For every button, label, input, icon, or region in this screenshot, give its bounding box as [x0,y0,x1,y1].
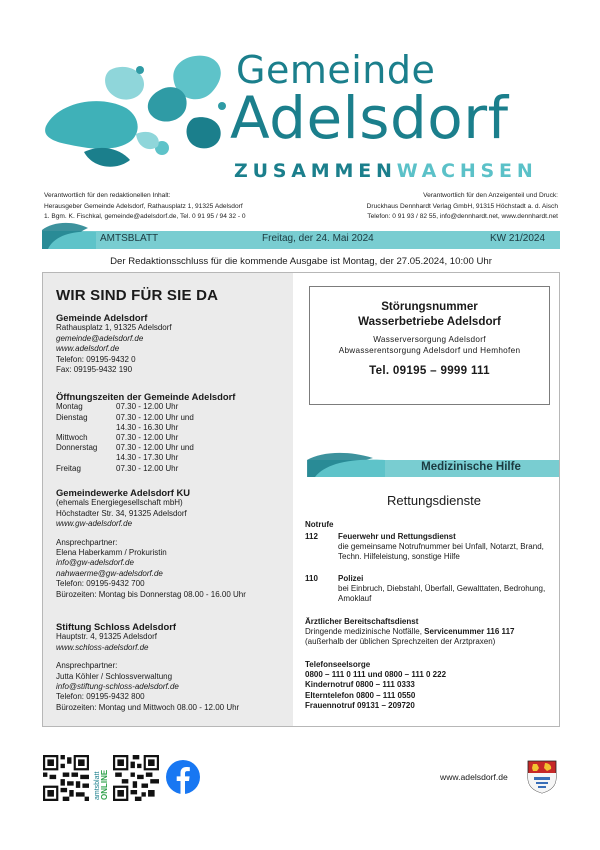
amtsblatt-online-icon [91,754,109,802]
rettungsdienste-heading: Rettungsdienste [387,493,481,508]
hours-day [56,453,116,463]
hours-row [56,402,194,412]
werke-contact: Elena Haberkamm / Prokuristin [56,548,167,558]
stoerung-line1: Wasserversorgung Adelsdorf [373,335,486,344]
coat-of-arms-icon [527,760,557,794]
gemeinde-fax: Fax: 09195-9432 190 [56,365,133,375]
hours-day [56,423,116,433]
n110-desc2: Amoklauf [338,594,372,604]
hours-time: 14.30 - 16.30 Uhr [116,422,179,432]
bereitschaft-desc2: (außerhalb der üblichen Sprechzeiten der Arztpraxen) [305,637,496,647]
bereitschaft-block [305,617,514,648]
stoerung-tel: Tel. 09195 – 9999 111 [369,364,490,377]
imprint-left-line: Herausgeber Gemeinde Adelsdorf, Rathausplatz 1, 91325 Adelsdorf [44,202,243,210]
bereitschaft-title: Ärztlicher Bereitschaftsdienst [305,617,419,626]
hours-time: 07.30 - 12.00 Uhr [116,433,179,443]
n112-desc1: die gemeinsame Notrufnummer bei Unfall, Notarzt, Brand, [338,542,544,552]
werke-contact-label: Ansprechpartner: [56,537,118,547]
slogan-part-b: WACHSEN [396,160,538,182]
seelsorge-title: Telefonseelsorge [305,660,371,669]
hours-title: Öffnungszeiten der Gemeinde Adelsdorf [56,391,236,402]
gemeinde-web[interactable]: www.adelsdorf.de [56,344,120,354]
seelsorge-numbers: 0800 – 111 0 111 und 0800 – 111 0 222 [305,670,447,680]
qr-code-icon[interactable] [43,755,89,801]
bereitschaft-service-number: Servicenummer 116 117 [424,627,515,637]
stiftung-contact-label: Ansprechpartner: [56,661,118,671]
masthead-line2: Adelsdorf [230,84,509,152]
werke-address: Höchstadter Str. 34, 91325 Adelsdorf [56,508,187,518]
frauennotruf: Frauennotruf 09131 – 209720 [305,700,415,710]
hours-row [56,443,194,453]
n112-number: 112 [305,532,318,541]
facebook-icon[interactable] [166,760,200,794]
hours-time: 07.30 - 12.00 Uhr und [116,412,194,422]
slogan-part-a: ZUSAMMEN [234,160,397,182]
hours-day: Freitag [56,463,81,473]
n110-desc1: bei Einbruch, Diebstahl, Überfall, Gewalttaten, Bedrohung, [338,584,546,594]
stiftung-address: Hauptstr. 4, 91325 Adelsdorf [56,632,157,642]
werke-web[interactable]: www.gw-adelsdorf.de [56,519,133,529]
hours-row [56,423,194,433]
bereitschaft-desc1 [305,627,514,637]
kindernotruf: Kindernotruf 0800 – 111 0333 [305,680,415,690]
n110-block [338,574,545,605]
hours-row [56,413,194,423]
med-swoosh-icon [307,452,385,477]
werke-former: (ehemals Energiegesellschaft mbH) [56,498,183,508]
imprint-left-line: 1. Bgm. K. Fischkal, gemeinde@adelsdorf.de, Tel. 0 91 95 / 94 32 - 0 [44,213,246,220]
stoerung-title2: Wasserbetriebe Adelsdorf [358,315,501,328]
masthead-line1: Gemeinde [236,48,436,92]
werke-email1[interactable]: info@gw-adelsdorf.de [56,558,134,568]
band-swoosh-icon [42,222,96,249]
hours-time: 14.30 - 17.30 Uhr [116,453,179,463]
imprint-right-line: Druckhaus Dennhardt Verlag GmbH, 91315 Höchstadt a. d. Aisch [366,202,558,210]
band-date: Freitag, der 24. Mai 2024 [262,233,374,244]
werke-email2[interactable]: nahwaerme@gw-adelsdorf.de [56,568,163,578]
n112-title: Feuerwehr und Rettungsdienst [338,532,456,541]
imprint-left [44,191,246,223]
hours-day: Donnerstag [56,443,98,453]
gemeinde-phone: Telefon: 09195-9432 0 [56,354,136,364]
hours-day: Mittwoch [56,433,88,443]
werke-block [56,488,246,600]
med-band-label: Medizinische Hilfe [421,461,521,473]
werke-name: Gemeindewerke Adelsdorf KU [56,487,191,498]
werke-phone: Telefon: 09195-9432 700 [56,579,145,589]
stiftung-block [56,622,239,713]
hotlines-block [305,660,446,711]
footer-website[interactable]: www.adelsdorf.de [440,772,508,782]
qr-code-icon[interactable] [113,755,159,801]
band-label: AMTSBLATT [100,233,159,244]
stiftung-web[interactable]: www.schloss-adelsdorf.de [56,642,149,652]
hours-time: 07.30 - 12.00 Uhr [116,463,179,473]
stiftung-phone: Telefon: 09195-9432 800 [56,692,145,702]
hours-row [56,464,194,474]
imprint-right-line: Telefon: 0 91 93 / 82 55, info@dennhardt.net, www.dennhardt.net [367,213,558,220]
masthead-slogan [234,160,538,182]
hours-day: Dienstag [56,412,88,422]
gemeinde-name: Gemeinde Adelsdorf [56,312,148,323]
stoerung-box [309,286,550,405]
gemeinde-email[interactable]: gemeinde@adelsdorf.de [56,333,144,343]
imprint-right-line: Verantwortlich für den Anzeigenteil und Druck: [423,192,558,199]
hours-time: 07.30 - 12.00 Uhr und [116,443,194,453]
n110-number: 110 [305,574,318,583]
notrufe-label: Notrufe [305,520,334,529]
hours-day: Montag [56,402,83,412]
logo-splash-icon [40,52,230,170]
n112-block [338,532,544,563]
stiftung-name: Stiftung Schloss Adelsdorf [56,621,176,632]
gemeinde-address: Rathausplatz 1, 91325 Adelsdorf [56,323,172,333]
imprint-right [367,191,558,223]
hours-row [56,433,194,443]
svg-text:ONLINE: ONLINE [100,769,109,800]
hours-block [56,392,235,474]
stoerung-line2: Abwasserentsorgung Adelsdorf und Hemhofen [338,346,521,355]
n110-title: Polizei [338,574,364,583]
stiftung-hours: Bürozeiten: Montag und Mittwoch 08.00 - 12.00 Uhr [56,702,240,712]
gemeinde-block [56,313,172,375]
n112-desc2: Techn. Hilfeleistung, sonstige Hilfe [338,552,460,562]
hours-table [56,402,194,473]
band-issue: KW 21/2024 [490,233,546,244]
deadline-notice: Der Redaktionsschluss für die kommende Ausgabe ist Montag, der 27.05.2024, 10:00 Uhr [110,256,492,267]
bereitschaft-desc1-text: Dringende medizinische Notfälle, [305,627,425,637]
hours-row [56,453,194,463]
elterntelefon: Elterntelefon 0800 – 111 0550 [305,690,416,700]
hours-time: 07.30 - 12.00 Uhr [116,402,179,412]
contact-heading: WIR SIND FÜR SIE DA [56,287,219,304]
werke-hours: Bürozeiten: Montag bis Donnerstag 08.00 - 16.00 Uhr [56,589,246,599]
imprint-left-line: Verantwortlich für den redaktionellen Inhalt: [44,192,171,199]
stoerung-title1: Störungsnummer [381,300,478,313]
stiftung-contact: Jutta Köhler / Schlossverwaltung [56,671,173,681]
stiftung-email[interactable]: info@stiftung-schloss-adelsdorf.de [56,682,179,692]
svg-text:amtsblatt: amtsblatt [94,771,101,800]
